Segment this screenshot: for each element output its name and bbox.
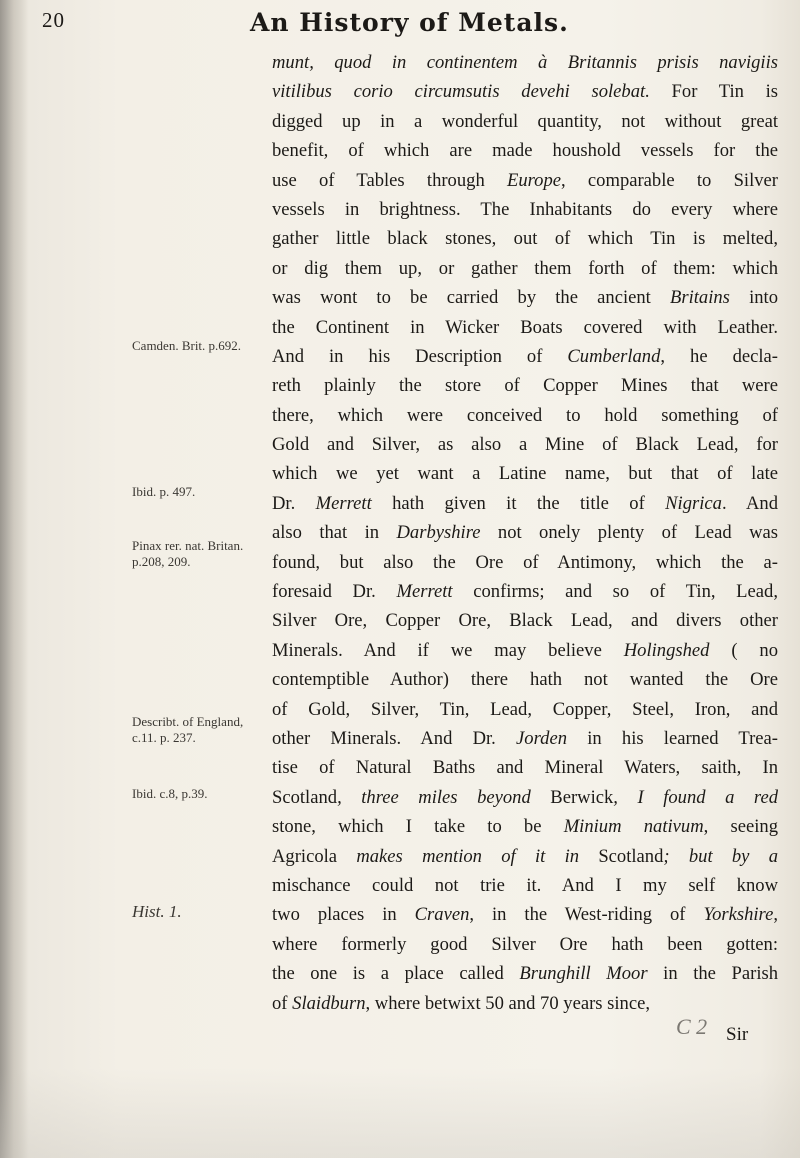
text-line — [272, 489, 778, 518]
text-line — [272, 812, 778, 841]
italic-segment: Britains — [670, 287, 730, 309]
text-segment: was wont to be carried by the ancient — [272, 287, 670, 309]
italic-segment: Nigrica — [665, 492, 722, 514]
text-line — [272, 313, 778, 342]
text-segment: For Tin is — [649, 81, 778, 103]
text-segment: vessels in brightness. The Inhabitants do every where — [272, 198, 778, 220]
text-line — [272, 783, 778, 812]
text-line — [272, 401, 778, 430]
text-segment: Scotland — [598, 845, 664, 867]
italic-segment: Jorden — [516, 727, 567, 749]
text-segment: Silver Ore, Copper Ore, Black Lead, and divers other — [272, 610, 778, 632]
text-line — [272, 959, 778, 988]
text-line — [272, 636, 778, 665]
text-line — [272, 166, 778, 195]
text-segment: tise of Natural Baths and Mineral Waters, saith, In — [272, 757, 778, 779]
text-line — [272, 695, 778, 724]
text-segment: where formerly good Silver Ore hath been gotten: — [272, 933, 778, 955]
text-line — [272, 900, 778, 929]
text-segment: two places in — [272, 904, 415, 926]
text-segment: of — [272, 992, 293, 1014]
italic-segment: munt, quod in continentem à Britannis prisis navigiis — [272, 52, 778, 73]
text-line — [272, 548, 778, 577]
text-segment: also that in — [272, 522, 397, 544]
text-line — [272, 283, 778, 312]
text-line — [272, 459, 778, 488]
body-text — [272, 48, 778, 1018]
text-segment: , in the West-riding of — [469, 904, 704, 926]
text-segment: of Gold, Silver, Tin, Lead, Copper, Steel, Iron, and — [272, 698, 778, 720]
text-segment: benefit, of which are made houshold vessels for the — [272, 140, 778, 162]
text-segment: , he decla- — [660, 345, 778, 367]
text-line — [272, 48, 778, 77]
signature-mark: C 2 — [676, 1014, 708, 1039]
italic-segment: , three miles beyond — [337, 786, 551, 808]
text-segment: other Minerals. And Dr. — [272, 727, 517, 749]
text-segment: And in his Description of — [272, 345, 568, 367]
text-line — [272, 930, 778, 959]
text-segment: foresaid Dr. — [272, 581, 397, 603]
text-segment: , — [773, 904, 778, 926]
italic-segment: vitilibus corio circumsutis devehi solebat. — [272, 81, 650, 103]
text-segment: the one is a place called — [272, 963, 520, 985]
text-segment: stone, which I take to be — [272, 816, 564, 838]
running-head: An History of Metals. — [250, 8, 569, 37]
text-line — [272, 224, 778, 253]
text-line — [272, 342, 778, 371]
italic-segment: ; but by a — [663, 845, 778, 867]
italic-segment: Minium nativum — [563, 816, 704, 838]
text-line — [272, 254, 778, 283]
text-line — [272, 665, 778, 694]
text-line — [272, 430, 778, 459]
binding-gutter — [0, 0, 28, 1158]
text-segment: not onely plenty of Lead was — [480, 522, 778, 544]
text-line — [272, 107, 778, 136]
text-segment: mischance could not trie it. And I my self know — [272, 874, 778, 896]
italic-segment: Darbyshire — [396, 522, 481, 544]
italic-segment: , I found a red — [613, 786, 778, 808]
text-segment: into — [729, 287, 778, 309]
italic-segment: Brunghill Moor — [519, 963, 648, 985]
text-segment: . And — [721, 492, 778, 514]
text-segment: Scotland — [272, 786, 338, 808]
italic-segment: Merrett — [315, 492, 372, 514]
text-segment: Agricola — [272, 845, 338, 867]
text-segment: , seeing — [703, 816, 778, 838]
text-line — [272, 606, 778, 635]
text-line — [272, 518, 778, 547]
text-segment: , where betwixt 50 and 70 years since, — [365, 992, 650, 1014]
text-segment: contemptible Author) there hath not wanted the Ore — [272, 669, 778, 691]
text-line — [272, 371, 778, 400]
text-line — [272, 577, 778, 606]
italic-segment: Europe — [506, 169, 562, 191]
text-line — [272, 195, 778, 224]
text-line — [272, 136, 778, 165]
text-segment: Berwick — [550, 786, 614, 808]
page-number: 20 — [42, 8, 65, 32]
margin-note-pinax: Pinax rer. nat. Britan. p.208, 209. — [132, 538, 244, 569]
text-segment: , comparable to Silver — [561, 169, 778, 191]
text-line — [272, 753, 778, 782]
text-segment: the Continent in Wicker Boats covered with Leather. — [272, 316, 778, 338]
margin-note-ibid-39: Ibid. c.8, p.39. — [132, 786, 208, 801]
text-segment: or dig them up, or gather them forth of them: which — [272, 257, 778, 279]
text-segment: digged up in a wonderful quantity, not without great — [272, 110, 778, 132]
italic-segment: Yorkshire — [703, 904, 774, 926]
page-shadow — [0, 1068, 800, 1158]
italic-segment: Merrett — [396, 581, 453, 603]
text-segment: ( no — [709, 639, 778, 661]
text-segment: confirms; and so of Tin, Lead, — [452, 581, 778, 603]
italic-segment: makes mention of it in — [337, 845, 599, 867]
text-segment: which we yet want a Latine name, but that of late — [272, 463, 778, 485]
margin-note-camden: Camden. Brit. p.692. — [132, 338, 242, 353]
italic-segment: Slaidburn — [292, 992, 366, 1014]
text-segment: hath given it the title of — [371, 492, 666, 514]
margin-note-ibid-497: Ibid. p. 497. — [132, 484, 196, 499]
text-line — [272, 77, 778, 106]
text-segment: found, but also the Ore of Antimony, which the a- — [272, 551, 778, 573]
text-line — [272, 871, 778, 900]
text-segment: Gold and Silver, as also a Mine of Black Lead, for — [272, 434, 778, 456]
text-segment: in the Parish — [647, 963, 778, 985]
text-segment: gather little black stones, out of which Tin is melted, — [272, 228, 778, 250]
text-segment: Minerals. And if we may believe — [272, 639, 624, 661]
catchword: Sir — [726, 1024, 749, 1045]
text-segment: reth plainly the store of Copper Mines that were — [272, 375, 778, 397]
italic-segment: Holingshed — [623, 639, 710, 661]
margin-note-describt: Describt. of England, c.11. p. 237. — [132, 714, 244, 745]
text-segment: in his learned Trea- — [567, 727, 778, 749]
text-segment: use of Tables through — [272, 169, 507, 191]
margin-note-hist: Hist. 1. — [132, 902, 182, 921]
text-segment: there, which were conceived to hold something of — [272, 404, 778, 426]
italic-segment: Craven — [414, 904, 470, 926]
text-line — [272, 842, 778, 871]
text-segment: Dr. — [272, 492, 316, 514]
text-line — [272, 724, 778, 753]
italic-segment: Cumberland — [567, 345, 661, 367]
